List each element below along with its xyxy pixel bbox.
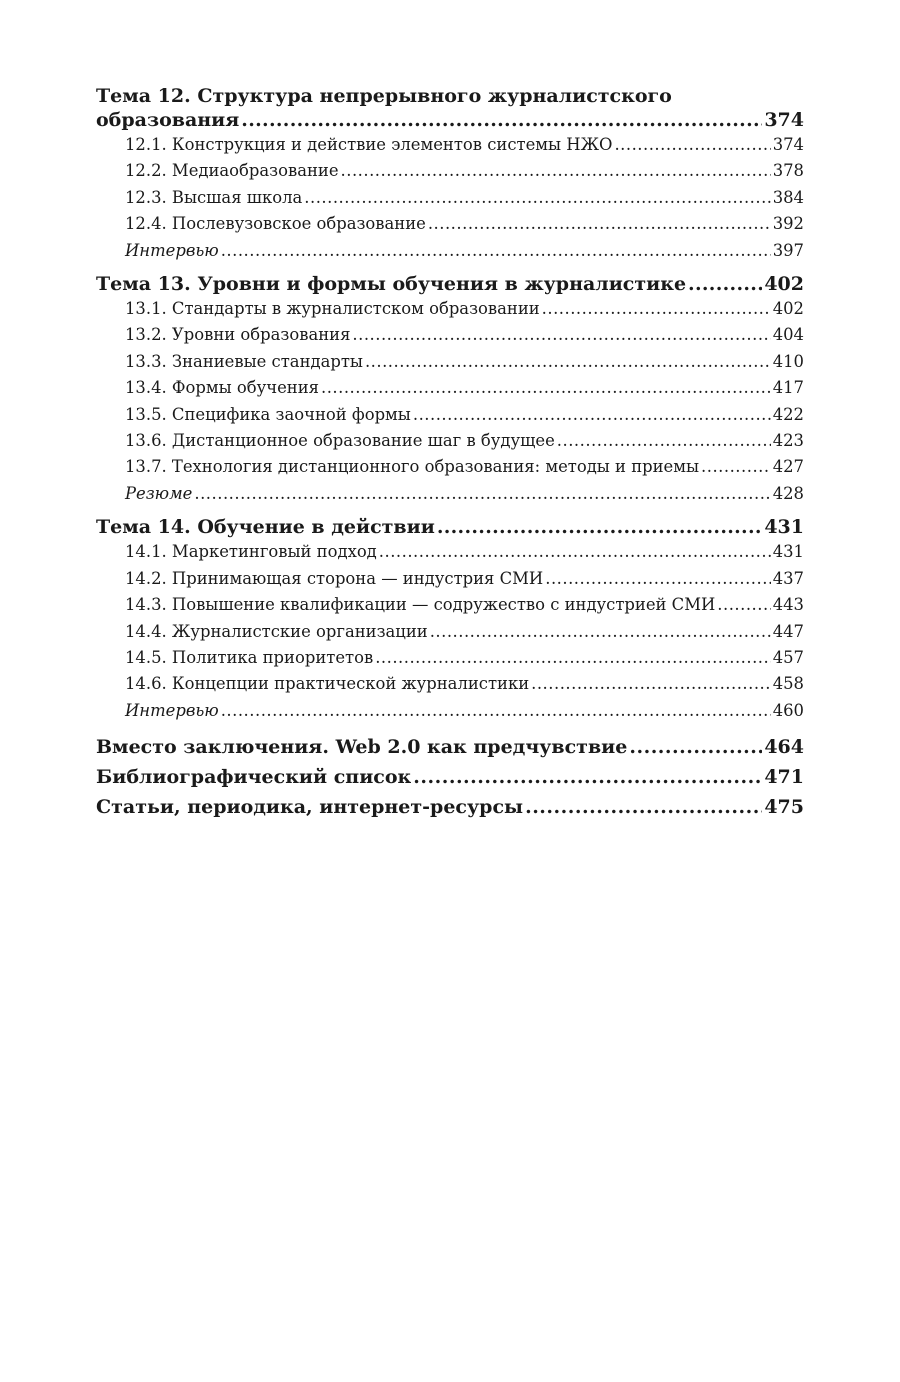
toc-final-sections [96, 732, 804, 822]
page-number: 427 [772, 457, 804, 477]
entry-label: 14.1. Маркетинговый подход [125, 542, 377, 562]
dot-leader [221, 698, 771, 724]
entry-label: Интервью [125, 700, 219, 720]
page-number: 423 [772, 431, 804, 451]
toc-topic-row[interactable] [96, 108, 804, 132]
toc-final-entry[interactable] [96, 732, 804, 762]
dot-leader [352, 322, 770, 348]
toc-entry[interactable] [96, 428, 804, 454]
page-number: 443 [772, 595, 804, 615]
toc-entry[interactable] [96, 539, 804, 565]
dot-leader [629, 732, 762, 762]
dot-leader [688, 272, 762, 296]
page-number: 460 [772, 700, 804, 720]
final-title: Статьи, периодика, интернет-ресурсы [96, 796, 524, 819]
toc-topic-12 [96, 84, 804, 264]
page-number: 428 [772, 483, 804, 503]
page-number: 457 [772, 647, 804, 667]
dot-leader [531, 671, 771, 697]
dot-leader [194, 481, 770, 507]
page-number: 378 [772, 161, 804, 181]
dot-leader [241, 108, 762, 132]
toc-entry-interview[interactable] [96, 238, 804, 264]
dot-leader [341, 158, 771, 184]
page-number: 422 [772, 404, 804, 424]
page-number: 464 [764, 736, 804, 759]
page-number: 384 [772, 187, 804, 207]
page-number: 437 [772, 568, 804, 588]
dot-leader [545, 566, 770, 592]
topic-title: Тема 13. Уровни и формы обучения в журналистике [96, 273, 687, 296]
page-number: 410 [772, 351, 804, 371]
toc-entry-summary[interactable] [96, 481, 804, 507]
table-of-contents [96, 84, 804, 822]
toc-topic-row[interactable] [96, 515, 804, 539]
dot-leader [413, 402, 771, 428]
toc-entry[interactable] [96, 322, 804, 348]
dot-leader [557, 428, 771, 454]
toc-topic-14 [96, 515, 804, 724]
toc-entry[interactable] [96, 592, 804, 618]
page-number: 392 [772, 214, 804, 234]
toc-entry[interactable] [96, 132, 804, 158]
dot-leader [365, 349, 771, 375]
dot-leader [375, 645, 771, 671]
toc-final-entry[interactable] [96, 762, 804, 792]
page-number: 471 [764, 766, 804, 789]
entry-label: 14.6. Концепции практической журналистики [125, 674, 530, 694]
page-number: 431 [772, 542, 804, 562]
page-number: 447 [772, 621, 804, 641]
toc-entry-interview[interactable] [96, 698, 804, 724]
entry-label: 13.5. Специфика заочной формы [125, 404, 411, 424]
page-number: 402 [772, 299, 804, 319]
toc-entry[interactable] [96, 185, 804, 211]
entry-label: 13.6. Дистанционное образование шаг в будущее [125, 431, 555, 451]
toc-topic-row[interactable] [96, 272, 804, 296]
entry-label: 13.3. Знаниевые стандарты [125, 351, 363, 371]
entry-label: 13.2. Уровни образования [125, 325, 351, 345]
page-number: 374 [764, 109, 804, 131]
entry-label: 12.2. Медиаобразование [125, 161, 339, 181]
dot-leader [437, 515, 763, 539]
dot-leader [379, 539, 771, 565]
topic-title: образования [96, 109, 240, 131]
entry-label: 14.4. Журналистские организации [125, 621, 428, 641]
dot-leader [428, 211, 771, 237]
dot-leader [701, 454, 771, 480]
entry-label: 13.1. Стандарты в журналистском образовании [125, 299, 540, 319]
entry-label: 13.4. Формы обучения [125, 378, 319, 398]
page-number: 397 [772, 240, 804, 260]
topic-title: Тема 14. Обучение в действии [96, 516, 435, 539]
toc-entry[interactable] [96, 158, 804, 184]
toc-entry[interactable] [96, 566, 804, 592]
entry-label: 12.4. Послевузовское образование [125, 214, 426, 234]
entry-label: 14.3. Повышение квалификации — содружество с индустрией СМИ [125, 595, 716, 615]
entry-label: Интервью [125, 240, 219, 260]
page-number: 475 [764, 796, 804, 819]
dot-leader [542, 296, 771, 322]
dot-leader [430, 619, 771, 645]
page-number: 458 [772, 674, 804, 694]
entry-label: 12.3. Высшая школа [125, 187, 303, 207]
page-number: 417 [772, 378, 804, 398]
toc-entry[interactable] [96, 211, 804, 237]
entry-label: 12.1. Конструкция и действие элементов системы НЖО [125, 135, 613, 154]
dot-leader [717, 592, 770, 618]
entry-label: 13.7. Технология дистанционного образования: методы и приемы [125, 457, 700, 477]
toc-entry[interactable] [96, 619, 804, 645]
toc-entry[interactable] [96, 671, 804, 697]
page-number: 431 [764, 516, 804, 539]
toc-entry[interactable] [96, 349, 804, 375]
entry-label: 14.2. Принимающая сторона — индустрия СМИ [125, 568, 544, 588]
toc-entry[interactable] [96, 402, 804, 428]
dot-leader [304, 185, 770, 211]
toc-entry[interactable] [96, 375, 804, 401]
entry-label: Резюме [125, 483, 193, 503]
dot-leader [321, 375, 771, 401]
final-title: Библиографический список [96, 766, 412, 789]
dot-leader [221, 238, 771, 264]
topic-title-line: Тема 12. Структура непрерывного журналистского [96, 85, 672, 107]
toc-topic-13 [96, 272, 804, 507]
toc-final-entry[interactable] [96, 792, 804, 822]
entry-label: 14.5. Политика приоритетов [125, 647, 374, 667]
dot-leader [614, 132, 770, 158]
page-number: 402 [764, 273, 804, 296]
final-title: Вместо заключения. Web 2.0 как предчувствие [96, 736, 628, 759]
page-number: 374 [772, 135, 804, 154]
dot-leader [525, 792, 762, 822]
toc-entry[interactable] [96, 454, 804, 480]
page-number: 404 [772, 325, 804, 345]
toc-entry[interactable] [96, 296, 804, 322]
dot-leader [413, 762, 762, 792]
toc-entry[interactable] [96, 645, 804, 671]
